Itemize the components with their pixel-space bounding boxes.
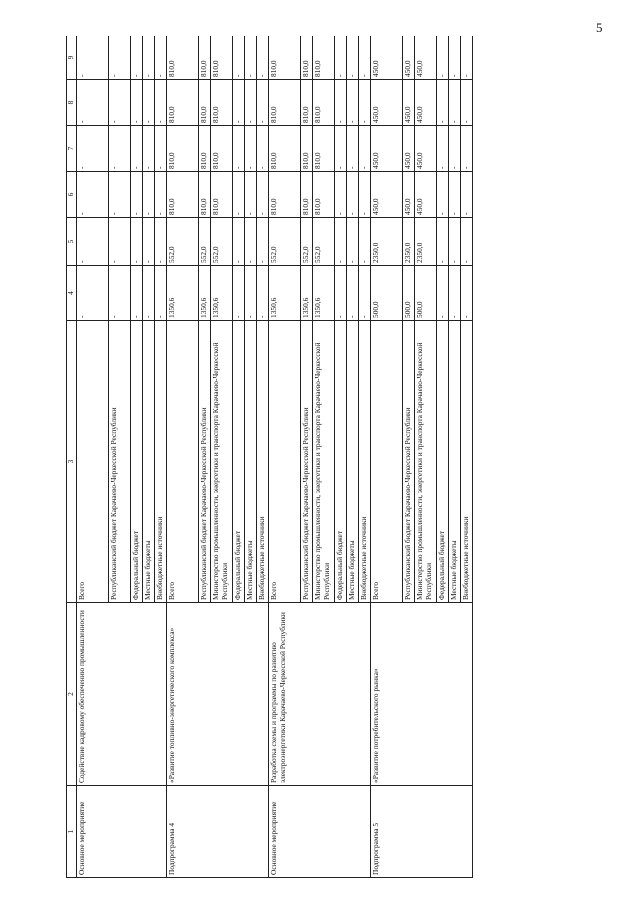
col-header: 4 [67,266,77,321]
amount-cell: - [233,80,245,126]
amount-cell: 2350,0 [415,218,437,266]
measure-name-cell: «Развитие потребительского рынка» [371,603,473,786]
amount-cell: - [335,80,347,126]
amount-cell: 450,0 [371,172,403,218]
col-header: 2 [67,603,77,786]
amount-cell: - [245,126,257,172]
funding-source-cell: Всего [167,321,199,603]
amount-cell: - [461,36,473,80]
amount-cell: 810,0 [211,172,233,218]
amount-cell: - [131,218,143,266]
amount-cell: - [335,266,347,321]
amount-cell: - [155,126,167,172]
funding-source-cell: Всего [371,321,403,603]
amount-cell: - [437,266,449,321]
amount-cell: - [347,126,359,172]
amount-cell: 450,0 [415,80,437,126]
amount-cell: - [335,126,347,172]
funding-source-cell: Республиканский бюджет Карачаево-Черкесской Республики [199,321,211,603]
amount-cell: - [109,218,131,266]
amount-cell: - [359,266,371,321]
amount-cell: - [359,126,371,172]
amount-cell: - [359,172,371,218]
amount-cell: 552,0 [313,218,335,266]
amount-cell: - [449,126,461,172]
measure-name-cell: «Развитие топливно-энергетического комплекса» [167,603,269,786]
table-row [371,36,403,878]
amount-cell: 552,0 [199,218,211,266]
amount-cell: 810,0 [313,126,335,172]
amount-cell: - [257,218,269,266]
amount-cell: - [109,266,131,321]
amount-cell: 810,0 [301,36,313,80]
amount-cell: 810,0 [199,126,211,172]
amount-cell: 810,0 [269,80,301,126]
amount-cell: 810,0 [301,80,313,126]
amount-cell: 810,0 [167,36,199,80]
amount-cell: 810,0 [199,80,211,126]
amount-cell: - [155,218,167,266]
col-header: 6 [67,172,77,218]
amount-cell: 450,0 [415,126,437,172]
funding-source-cell: Внебюджетные источники [359,321,371,603]
amount-cell: 500,0 [371,266,403,321]
amount-cell: 1350,6 [301,266,313,321]
funding-source-cell: Министерство промышленности, энергетики и транспорта Карачаево-Черкесской Республики [313,321,335,603]
table-row [167,36,199,878]
amount-cell: - [109,126,131,172]
amount-cell: 810,0 [269,172,301,218]
table-row [77,36,109,878]
amount-cell: - [335,218,347,266]
amount-cell: 810,0 [199,172,211,218]
amount-cell: 450,0 [415,172,437,218]
amount-cell: - [437,80,449,126]
amount-cell: - [335,36,347,80]
amount-cell: - [77,80,109,126]
amount-cell: - [245,172,257,218]
funding-source-cell: Республиканский бюджет Карачаево-Черкесской Республики [109,321,131,603]
amount-cell: - [449,266,461,321]
amount-cell: - [143,36,155,80]
amount-cell: - [143,218,155,266]
amount-cell: - [131,126,143,172]
amount-cell: 810,0 [211,80,233,126]
funding-source-cell: Всего [269,321,301,603]
funding-source-cell: Местные бюджеты [143,321,155,603]
amount-cell: 1350,6 [313,266,335,321]
row-type-cell: Основное мероприятие [269,786,371,878]
amount-cell: - [437,172,449,218]
col-header: 8 [67,80,77,126]
amount-cell: - [155,266,167,321]
funding-source-cell: Внебюджетные источники [461,321,473,603]
amount-cell: 450,0 [403,172,415,218]
amount-cell: - [449,80,461,126]
amount-cell: - [77,172,109,218]
amount-cell: 810,0 [313,36,335,80]
amount-cell: - [233,126,245,172]
amount-cell: - [257,36,269,80]
amount-cell: - [143,172,155,218]
col-header: 3 [67,321,77,603]
amount-cell: - [257,266,269,321]
measure-name-cell: Разработка схемы и программы по развитию электроэнергетики Карачаево-Черкесской Республики [269,603,371,786]
amount-cell: - [233,218,245,266]
col-header: 5 [67,218,77,266]
rotated-table-area [66,36,581,878]
budget-table [66,36,473,878]
amount-cell: 450,0 [403,36,415,80]
amount-cell: - [109,36,131,80]
amount-cell: - [449,218,461,266]
amount-cell: 810,0 [167,172,199,218]
row-type-cell: Подпрограмма 5 [371,786,473,878]
amount-cell: - [461,266,473,321]
amount-cell: - [143,126,155,172]
amount-cell: 810,0 [167,80,199,126]
amount-cell: - [131,36,143,80]
amount-cell: - [461,80,473,126]
amount-cell: - [449,172,461,218]
amount-cell: - [347,266,359,321]
amount-cell: 450,0 [371,126,403,172]
amount-cell: 500,0 [403,266,415,321]
amount-cell: 810,0 [269,36,301,80]
funding-source-cell: Федеральный бюджет [335,321,347,603]
table-body [77,36,473,878]
funding-source-cell: Всего [77,321,109,603]
amount-cell: 2350,0 [371,218,403,266]
amount-cell: 552,0 [211,218,233,266]
amount-cell: - [109,80,131,126]
amount-cell: 810,0 [313,80,335,126]
amount-cell: - [233,266,245,321]
funding-source-cell: Республиканский бюджет Карачаево-Черкесской Республики [301,321,313,603]
amount-cell: - [143,266,155,321]
amount-cell: 810,0 [269,126,301,172]
amount-cell: 450,0 [403,80,415,126]
amount-cell: 810,0 [313,172,335,218]
amount-cell: 1350,6 [269,266,301,321]
amount-cell: - [461,218,473,266]
amount-cell: - [347,36,359,80]
amount-cell: - [109,172,131,218]
amount-cell: - [449,36,461,80]
amount-cell: - [77,266,109,321]
amount-cell: - [233,172,245,218]
amount-cell: 450,0 [371,36,403,80]
amount-cell: - [155,172,167,218]
amount-cell: - [257,172,269,218]
amount-cell: - [437,36,449,80]
amount-cell: 450,0 [415,36,437,80]
header-row [67,36,77,878]
amount-cell: - [77,126,109,172]
amount-cell: 450,0 [371,80,403,126]
amount-cell: 450,0 [403,126,415,172]
col-header: 9 [67,36,77,80]
amount-cell: 810,0 [301,126,313,172]
amount-cell: - [461,126,473,172]
funding-source-cell: Министерство промышленности, энергетики и транспорта Карачаево-Черкесской Республики [211,321,233,603]
amount-cell: 810,0 [301,172,313,218]
amount-cell: 810,0 [167,126,199,172]
page-number: 5 [596,20,603,35]
amount-cell: - [257,126,269,172]
amount-cell: 500,0 [415,266,437,321]
row-type-cell: Основное мероприятие [77,786,167,878]
amount-cell: - [143,80,155,126]
funding-source-cell: Местные бюджеты [449,321,461,603]
amount-cell: 552,0 [269,218,301,266]
amount-cell: - [347,80,359,126]
amount-cell: 1350,6 [199,266,211,321]
amount-cell: - [245,36,257,80]
amount-cell: - [131,80,143,126]
amount-cell: - [155,36,167,80]
funding-source-cell: Внебюджетные источники [155,321,167,603]
amount-cell: - [245,266,257,321]
amount-cell: 1350,6 [211,266,233,321]
amount-cell: - [359,36,371,80]
funding-source-cell: Местные бюджеты [245,321,257,603]
amount-cell: - [335,172,347,218]
amount-cell: - [245,218,257,266]
amount-cell: - [359,80,371,126]
funding-source-cell: Министерство промышленности, энергетики и транспорта Карачаево-Черкесской Республики [415,321,437,603]
amount-cell: - [77,36,109,80]
amount-cell: - [437,218,449,266]
amount-cell: - [77,218,109,266]
funding-source-cell: Федеральный бюджет [131,321,143,603]
amount-cell: 552,0 [301,218,313,266]
col-header: 7 [67,126,77,172]
funding-source-cell: Республиканский бюджет Карачаево-Черкесской Республики [403,321,415,603]
row-type-cell: Подпрограмма 4 [167,786,269,878]
amount-cell: 552,0 [167,218,199,266]
col-header: 1 [67,786,77,878]
amount-cell: - [131,266,143,321]
amount-cell: - [257,80,269,126]
amount-cell: 2350,0 [403,218,415,266]
amount-cell: 810,0 [199,36,211,80]
amount-cell: - [131,172,143,218]
amount-cell: 810,0 [211,36,233,80]
amount-cell: - [347,218,359,266]
amount-cell: - [461,172,473,218]
table-row [269,36,301,878]
amount-cell: - [347,172,359,218]
amount-cell: - [437,126,449,172]
funding-source-cell: Внебюджетные источники [257,321,269,603]
amount-cell: - [155,80,167,126]
amount-cell: 1350,6 [167,266,199,321]
measure-name-cell: Содействие кадровому обеспечению промышленности [77,603,167,786]
funding-source-cell: Федеральный бюджет [233,321,245,603]
table-sheet [66,36,581,878]
funding-source-cell: Федеральный бюджет [437,321,449,603]
amount-cell: - [233,36,245,80]
amount-cell: - [245,80,257,126]
amount-cell: 810,0 [211,126,233,172]
funding-source-cell: Местные бюджеты [347,321,359,603]
amount-cell: - [359,218,371,266]
